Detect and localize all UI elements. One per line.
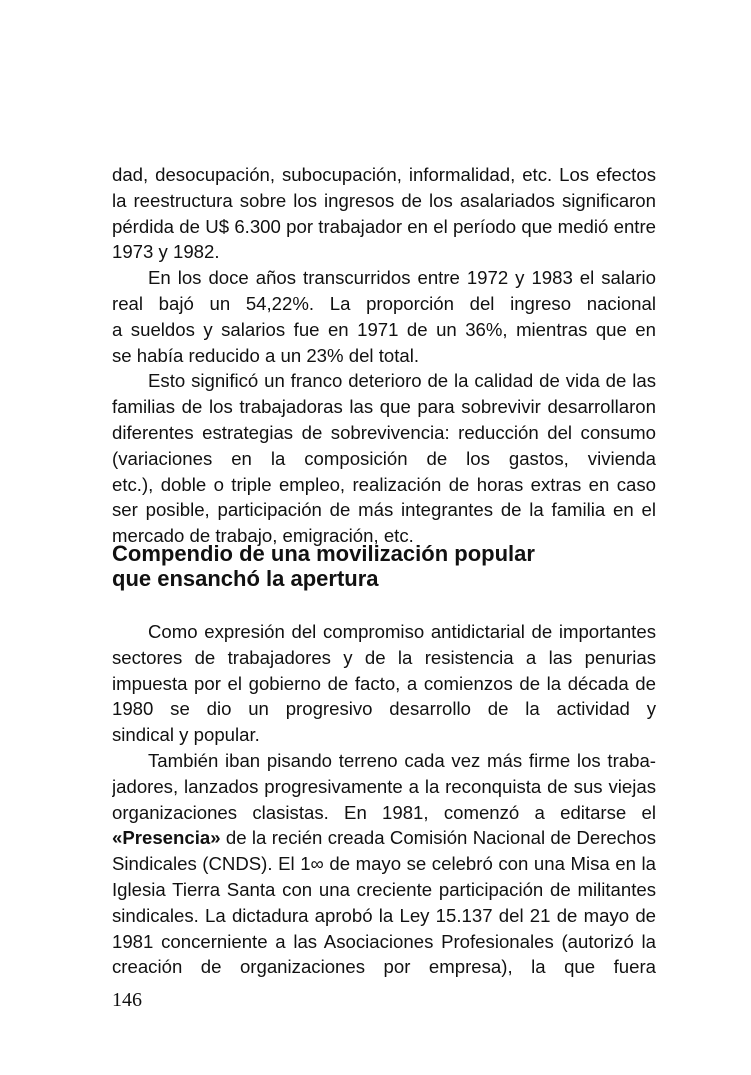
text-line: diferentes estrategias de sobrevivencia: reducción del consumo xyxy=(112,421,656,443)
text-line: Esto significó un franco deterioro de la calidad de vida de las xyxy=(148,370,656,392)
text-line: sindical y popular. xyxy=(112,724,260,746)
text-line: sectores de trabajadores y de la resistencia a las penurias xyxy=(112,646,656,668)
text-line xyxy=(112,825,656,851)
heading-line-2: que ensanchó la apertura xyxy=(112,566,379,591)
text-line: impuesta por el gobierno de facto, a comienzos de la década de xyxy=(112,672,656,694)
text-line: dad, desocupación, subocupación, informalidad, etc. Los efectos xyxy=(112,164,656,185)
text-line: etc.), doble o triple empleo, realización de horas extras en caso xyxy=(112,473,656,495)
text-line: real bajó un 54,22%. La proporción del ingreso nacional xyxy=(112,292,656,314)
page-number: 146 xyxy=(112,989,142,1011)
text-line: 1980 se dio un progresivo desarrollo de la actividad y xyxy=(112,698,656,720)
text-line: (variaciones en la composición de los gastos, vivienda xyxy=(112,447,656,469)
text-line: organizaciones clasistas. En 1981, comenzó a editarse el xyxy=(112,801,656,823)
text-line: familias de los trabajadoras las que para sobrevivir desarrollaron xyxy=(112,396,656,418)
text-line: mercado de trabajo, emigración, etc. xyxy=(112,525,414,547)
body-text-block-2 xyxy=(112,619,656,980)
text-line: 1973 y 1982. xyxy=(112,241,220,263)
text-line: Como expresión del compromiso antidictarial de importantes xyxy=(148,621,656,642)
text-line: jadores, lanzados progresivamente a la reconquista de sus viejas xyxy=(112,775,656,797)
text-line: Sindicales (CNDS). El 1∞ de mayo se celebró con una Misa en la xyxy=(112,853,656,875)
line-text: de la recién creada Comisión Nacional de Derechos xyxy=(225,827,656,849)
bold-text: «Presencia» xyxy=(112,827,221,849)
section-heading xyxy=(112,541,535,591)
text-line: se había reducido a un 23% del total. xyxy=(112,344,420,366)
text-line: pérdida de U$ 6.300 por trabajador en el período que medió entre xyxy=(112,215,656,237)
text-line: También iban pisando terreno cada vez más firme los traba- xyxy=(148,749,656,771)
text-line: En los doce años transcurridos entre 1972 y 1983 el salario xyxy=(148,267,656,289)
text-line: la reestructura sobre los ingresos de los asalariados significaron xyxy=(112,189,656,211)
text-line: creación de organizaciones por empresa), la que fuera xyxy=(112,956,656,978)
text-line: sindicales. La dictadura aprobó la Ley 15.137 del 21 de mayo de xyxy=(112,904,656,926)
text-line: ser posible, participación de más integrantes de la familia en el xyxy=(112,499,656,521)
body-text-block-1 xyxy=(112,162,656,549)
text-line: a sueldos y salarios fue en 1971 de un 36%, mientras que en xyxy=(112,318,656,340)
text-line: 1981 concerniente a las Asociaciones Profesionales (autorizó la xyxy=(112,930,656,952)
text-line: Iglesia Tierra Santa con una creciente participación de militantes xyxy=(112,878,656,900)
heading-line-1: Compendio de una movilización popular xyxy=(112,541,535,566)
